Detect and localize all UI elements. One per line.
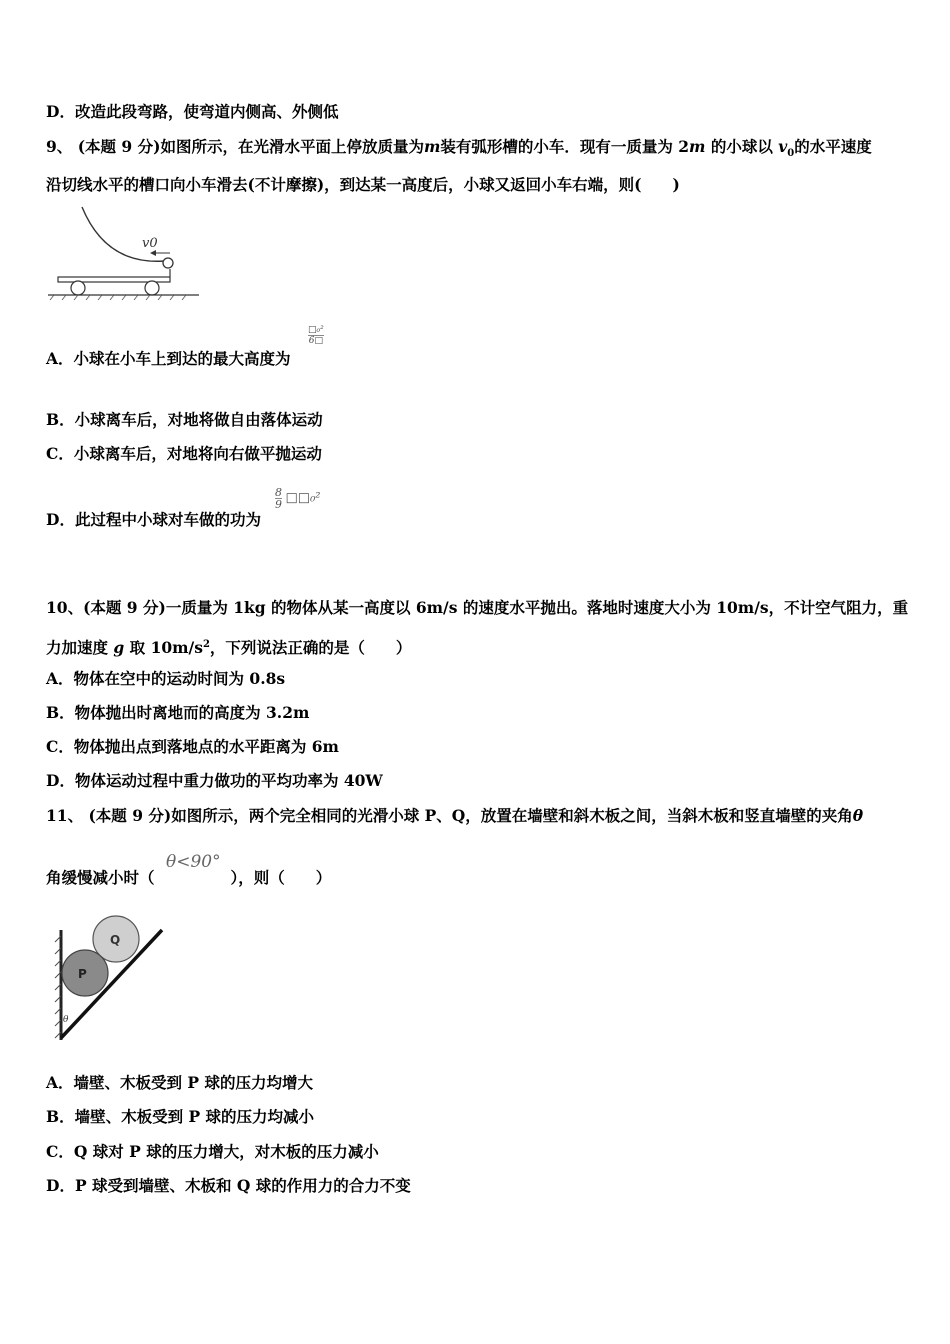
ground-hatching <box>50 295 186 300</box>
q9-option-b[interactable]: B．小球离车后，对地将做自由落体运动 <box>46 410 323 429</box>
q11-balls-figure <box>52 910 172 1045</box>
q11-option-a[interactable]: A．墙壁、木板受到 P 球的压力均增大 <box>46 1073 313 1092</box>
q8-option-d <box>46 102 338 122</box>
q11-stem-line2: 角缓慢减小时（ ），则（ ） <box>46 868 332 887</box>
ball-q-label: Q <box>110 933 121 947</box>
option-label: D． <box>46 102 75 121</box>
q10-option-d[interactable]: D．物体运动过程中重力做功的平均功率为 40W <box>46 771 383 790</box>
q11-option-b[interactable]: B．墙壁、木板受到 P 球的压力均减小 <box>46 1107 315 1126</box>
q9-option-c[interactable]: C．小球离车后，对地将向右做平抛运动 <box>46 444 322 463</box>
q9-option-a-formula: □₀² 6□ <box>308 325 324 346</box>
left-wheel <box>71 281 85 295</box>
q10-stem-line1: 10、(本题 9 分)一质量为 1kg 的物体从某一高度以 6m/s 的速度水平抛出。落地时速度大小为 10m/s，不计空气阻力，重 <box>46 598 909 617</box>
question-number: 9、 <box>46 137 73 156</box>
q10-stem-line2: 力加速度 g 取 $10m/s^2$，下列说法正确的是（ ） <box>46 638 412 658</box>
q9-option-a[interactable]: A．小球在小车上到达的最大高度为 <box>46 349 291 368</box>
small-ball <box>163 258 173 268</box>
q9-stem-line1: 9、 (本题 9 分)如图所示，在光滑水平面上停放质量为m装有弧形槽的小车．现有一质量为 2m 的小球以 $v_0$的水平速度 <box>46 137 872 160</box>
angle-label: θ <box>63 1015 69 1025</box>
q10-option-a[interactable]: A．物体在空中的运动时间为 0.8s <box>46 669 286 688</box>
ball-p-label: P <box>78 967 87 981</box>
q11-stem-line1: 11、 (本题 9 分)如图所示，两个完全相同的光滑小球 P、Q，放置在墙壁和斜木板之间，当斜木板和竖直墙壁的夹角θ <box>46 806 864 825</box>
q11-option-c[interactable]: C．Q 球对 P 球的压力增大，对木板的压力减小 <box>46 1142 379 1161</box>
right-wheel <box>145 281 159 295</box>
q9-option-d-formula: $\frac{8}{9}$ □□₀² <box>275 486 321 511</box>
q11-angle-condition: θ<90° <box>166 852 221 872</box>
option-text: 改造此段弯路，使弯道内侧高、外侧低 <box>74 102 339 121</box>
q10-option-c[interactable]: C．物体抛出点到落地点的水平距离为 6m <box>46 737 339 756</box>
velocity-label: v0 <box>142 236 158 251</box>
q11-option-d[interactable]: D．P 球受到墙壁、木板和 Q 球的作用力的合力不变 <box>46 1176 411 1195</box>
q10-option-b[interactable]: B．物体抛出时离地而的高度为 3.2m <box>46 703 310 722</box>
q9-cart-figure <box>44 203 204 303</box>
q9-stem-line2: 沿切线水平的槽口向小车滑去(不计摩擦)，到达某一高度后，小球又返回小车右端，则( ) <box>46 175 680 194</box>
q9-option-d[interactable]: D．此过程中小球对车做的功为 <box>46 510 261 529</box>
